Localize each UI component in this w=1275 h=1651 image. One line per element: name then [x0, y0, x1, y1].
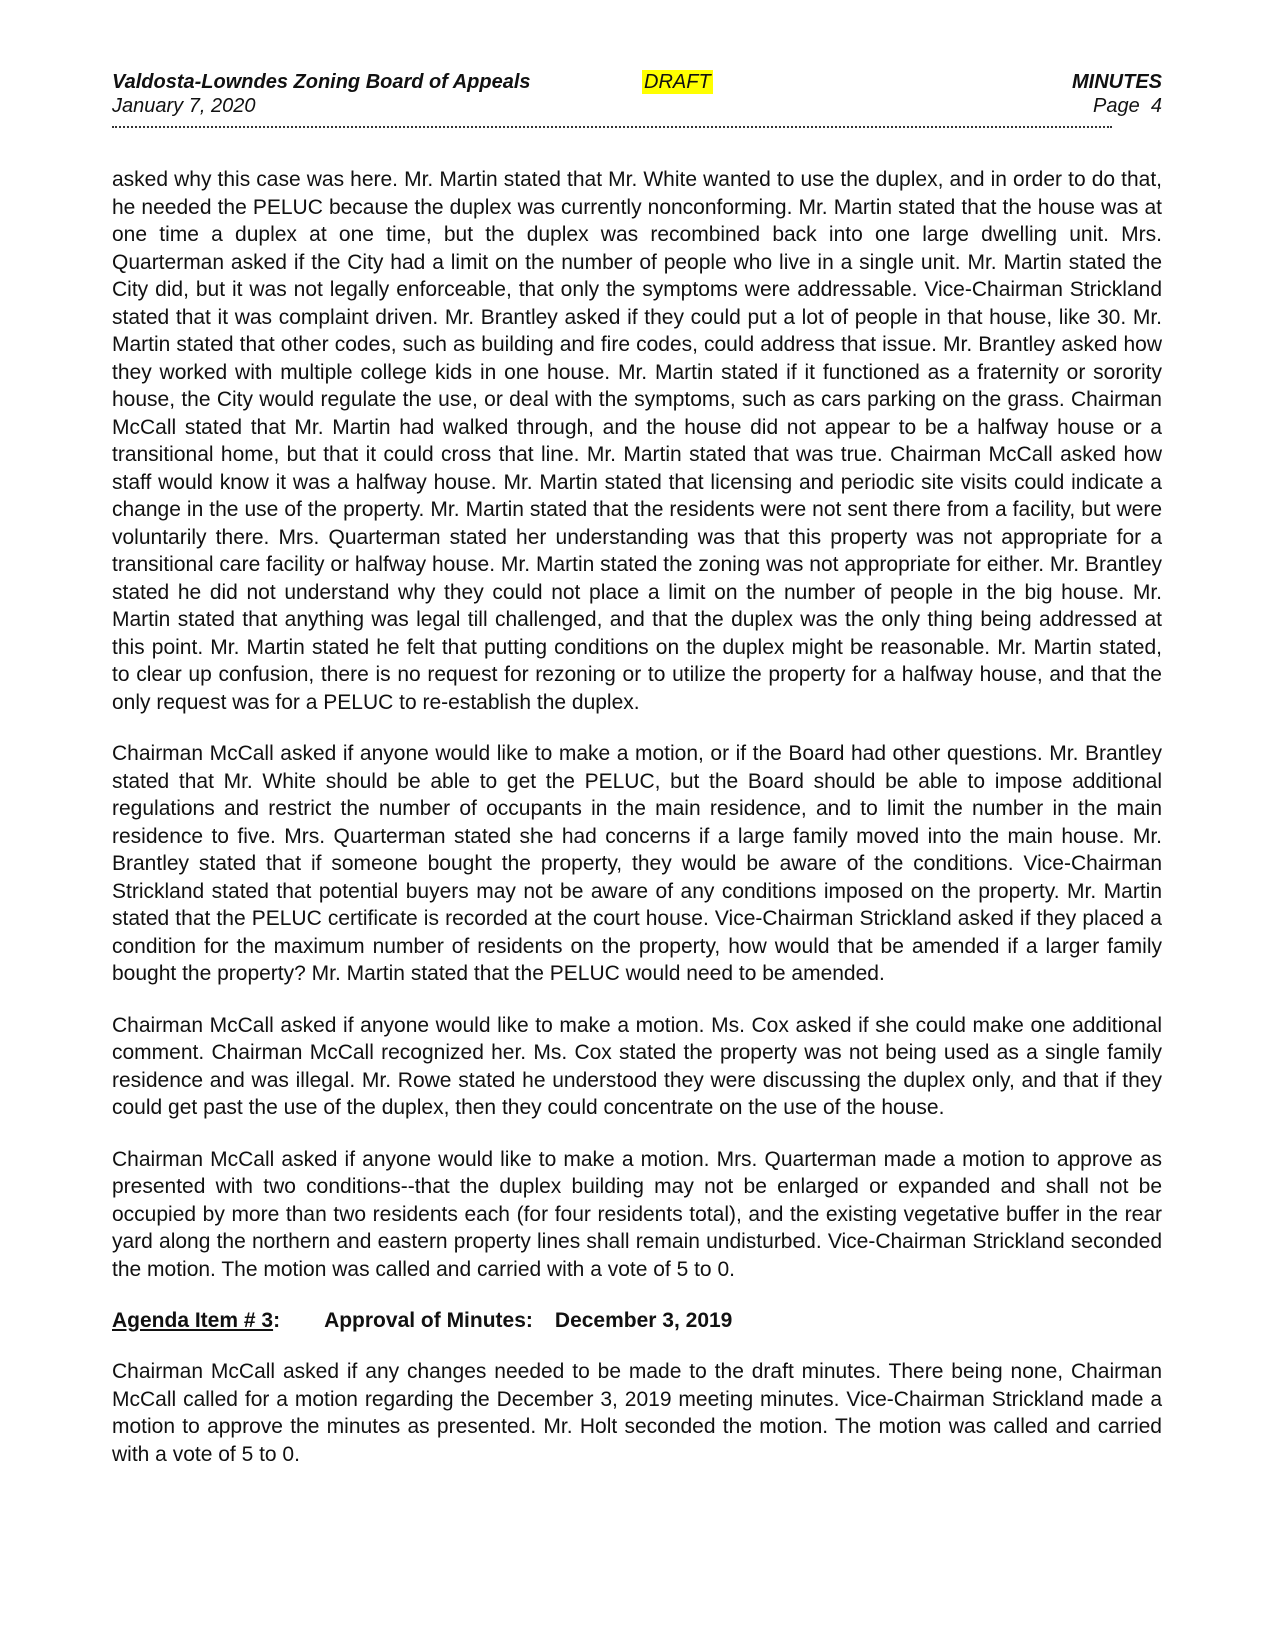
minutes-body: [112, 166, 1162, 1468]
agenda-item-heading: [112, 1307, 1162, 1334]
paragraph-1: asked why this case was here. Mr. Martin stated that Mr. White wanted to use the duplex, and in order to do that, he needed the PELUC because the duplex was currently nonconforming. Mr. Martin stated that the house was at one time a duplex at one time, but the duplex was recombined back into one large dwelling unit. Mrs. Quarterman asked if the City had a limit on the number of people who live in a single unit. Mr. Martin stated the City did, but it was not legally enforceable, that only the symptoms were addressable. Vice-Chairman Strickland stated that it was complaint driven. Mr. Brantley asked if they could put a lot of people in that house, like 30. Mr. Martin stated that other codes, such as building and fire codes, could address that issue. Mr. Brantley asked how they worked with multiple college kids in one house. Mr. Martin stated if it functioned as a fraternity or sorority house, the City would regulate the use, or deal with the symptoms, such as cars parking on the grass. Chairman McCall stated that Mr. Martin had walked through, and the house did not appear to be a halfway house or a transitional home, but that it could cross that line. Mr. Martin stated that was true. Chairman McCall asked how staff would know it was a halfway house. Mr. Martin stated that licensing and periodic site visits could indicate a change in the use of the property. Mr. Martin stated that the residents were not sent there from a facility, but were voluntarily there. Mrs. Quarterman stated her understanding was that this property was not appropriate for a transitional care facility or halfway house. Mr. Martin stated the zoning was not appropriate for either. Mr. Brantley stated he did not understand why they could not place a limit on the number of people in the big house. Mr. Martin stated that anything was legal till challenged, and that the duplex was the only thing being addressed at this point. Mr. Martin stated he felt that putting conditions on the duplex might be reasonable. Mr. Martin stated, to clear up confusion, there is no request for rezoning or to utilize the property for a halfway house, and that the only request was for a PELUC to re-establish the duplex.: [112, 168, 1162, 714]
agenda-item-label: Agenda Item # 3: [112, 1309, 274, 1332]
agenda-item-date: December 3, 2019: [554, 1309, 733, 1332]
draft-label: DRAFT: [644, 71, 711, 93]
paragraph-3: Chairman McCall asked if anyone would like to make a motion. Ms. Cox asked if she could make one additional comment. Chairman McCall recognized her. Ms. Cox stated the property was not being used as a single family residence and was illegal. Mr. Rowe stated he understood they were discussing the duplex only, and that if they could get past the use of the duplex, then they could concentrate on the use of the house.: [112, 1013, 1162, 1119]
paragraph-final: Chairman McCall asked if any changes needed to be made to the draft minutes. There being none, Chairman McCall called for a motion regarding the December 3, 2019 meeting minutes. Vice-Chairman Strickland made a motion to approve the minutes as presented. Mr. Holt seconded the motion. The motion was called and carried with a vote of 5 to 0.: [112, 1360, 1162, 1466]
meeting-date: January 7, 2020: [112, 95, 256, 117]
page-subheader: [112, 94, 1162, 118]
paragraph-4: Chairman McCall asked if anyone would like to make a motion. Mrs. Quarterman made a motion to approve as presented with two conditions--that the duplex building may not be enlarged or expanded and shall not be occupied by more than two residents each (for four residents total), and the existing vegetative buffer in the rear yard along the northern and eastern property lines shall remain undisturbed. Vice-Chairman Strickland seconded the motion. The motion was called and carried with a vote of 5 to 0.: [112, 1147, 1162, 1281]
organization-title: Valdosta-Lowndes Zoning Board of Appeals: [112, 71, 531, 93]
paragraph-2: Chairman McCall asked if anyone would like to make a motion, or if the Board had other questions. Mr. Brantley stated that Mr. White should be able to get the PELUC, but the Board should be able to impose additional regulations and restrict the number of occupants in the main residence, and to limit the number in the main residence to five. Mrs. Quarterman stated she had concerns if a large family moved into the main house. Mr. Brantley stated that if someone bought the property, they would be aware of the conditions. Vice-Chairman Strickland stated that potential buyers may not be aware of any conditions imposed on the property. Mr. Martin stated that the PELUC certificate is recorded at the court house. Vice-Chairman Strickland asked if they placed a condition for the maximum number of residents on the property, how would that be amended if a larger family bought the property? Mr. Martin stated that the PELUC would need to be amended.: [112, 742, 1162, 985]
page-header: [112, 70, 1162, 94]
document-page: [112, 70, 1162, 1492]
document-type: MINUTES: [1072, 71, 1162, 93]
page-number: Page 4: [1093, 95, 1162, 117]
agenda-item-colon: :: [273, 1309, 281, 1332]
dotted-divider: [112, 124, 1112, 128]
agenda-item-title: Approval of Minutes:: [324, 1309, 533, 1332]
